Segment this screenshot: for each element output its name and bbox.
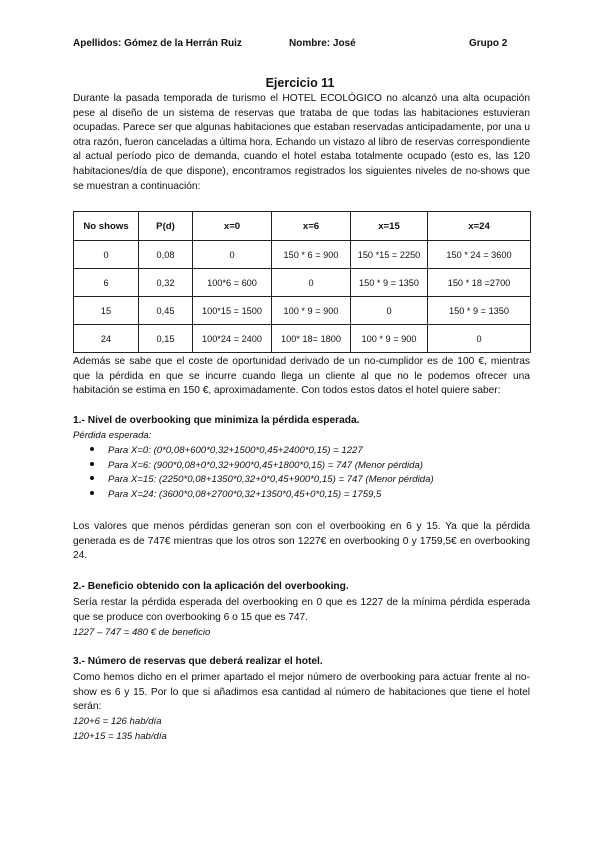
expected-loss-list	[90, 444, 434, 502]
header-nombre: Nombre: José	[289, 38, 356, 49]
table-cell: 0	[74, 241, 139, 269]
list-item: Para X=15: (2250*0,08+1350*0,32+0*0,45+900*0,15) = 747 (Menor pérdida)	[90, 473, 434, 488]
table-cell: 0,08	[139, 241, 193, 269]
table-cell: 0	[193, 241, 272, 269]
table-cell: 150 * 24 = 3600	[428, 241, 531, 269]
table-header-row	[74, 212, 531, 241]
table-header-cell: x=24	[428, 212, 531, 241]
section1-conclusion: Los valores que menos pérdidas generan son con el overbooking en 6 y 15. Ya que la pérdida generada es de 747€ mientras que los otros son 1227€ en overbooking 0 y 1759,5€ en overbooking 24.	[73, 521, 530, 562]
bullet-icon	[90, 462, 94, 466]
exercise-title: Ejercicio 11	[265, 76, 335, 90]
table-cell: 0	[428, 325, 531, 353]
cost-paragraph: Además se sabe que el coste de oportunidad derivado de un no-cumplidor es de 100 €, mientras que la pérdida en que se incurre cuando llega un cliente al que no le podemos ofrecer una habitación se estima en 150 €, aproximadamente. Con todos estos datos el hotel quiere saber:	[73, 356, 530, 397]
table-cell: 150 * 6 = 900	[272, 241, 351, 269]
table-cell: 100*24 = 2400	[193, 325, 272, 353]
no-shows-table	[73, 211, 531, 353]
table-row	[74, 241, 531, 269]
table-cell: 100* 18= 1800	[272, 325, 351, 353]
list-item: Para X=24: (3600*0,08+2700*0,32+1350*0,45+0*0,15) = 1759,5	[90, 488, 434, 503]
table-cell: 24	[74, 325, 139, 353]
header-grupo: Grupo 2	[469, 38, 508, 49]
table-cell: 100 * 9 = 900	[272, 297, 351, 325]
table-cell: 0	[272, 269, 351, 297]
bullet-icon	[90, 447, 94, 451]
section2-heading: 2.- Beneficio obtenido con la aplicación del overbooking.	[73, 581, 349, 592]
table-cell: 100*15 = 1500	[193, 297, 272, 325]
table-cell: 6	[74, 269, 139, 297]
header-apellidos: Apellidos: Gómez de la Herrán Ruiz	[73, 38, 242, 49]
table-header-cell: x=0	[193, 212, 272, 241]
table-cell: 0,32	[139, 269, 193, 297]
table-row	[74, 269, 531, 297]
table-header-cell: x=15	[351, 212, 428, 241]
section1-heading: 1.- Nivel de overbooking que minimiza la pérdida esperada.	[73, 415, 360, 426]
table-cell: 100*6 = 600	[193, 269, 272, 297]
section1-subheading: Pérdida esperada:	[73, 430, 152, 441]
table-cell: 0	[351, 297, 428, 325]
list-item: Para X=6: (900*0,08+0*0,32+900*0,45+1800*0,15) = 747 (Menor pérdida)	[90, 459, 434, 474]
table-row	[74, 297, 531, 325]
table-cell: 15	[74, 297, 139, 325]
bullet-icon	[90, 476, 94, 480]
table-row	[74, 325, 531, 353]
section3-text: Como hemos dicho en el primer apartado el mejor número de overbooking para actuar frente al no-show es 6 y 15. Por lo que si añadimos esa cantidad al número de habitaciones que tiene el hotel serán:	[73, 672, 530, 713]
table-cell: 0,15	[139, 325, 193, 353]
table-cell: 100 * 9 = 900	[351, 325, 428, 353]
table-header-cell: No shows	[74, 212, 139, 241]
list-item: Para X=0: (0*0,08+600*0,32+1500*0,45+2400*0,15) = 1227	[90, 444, 434, 459]
section3-line1: 120+6 = 126 hab/día	[73, 716, 162, 727]
table-header-cell: P(d)	[139, 212, 193, 241]
bullet-icon	[90, 491, 94, 495]
section2-formula: 1227 – 747 = 480 € de beneficio	[73, 627, 211, 638]
table-cell: 150 * 9 = 1350	[351, 269, 428, 297]
table-cell: 0,45	[139, 297, 193, 325]
section2-text: Sería restar la pérdida esperada del overbooking en 0 que es 1227 de la mínima pérdida esperada que se produce con overbooking 6 o 15 que es 747.	[73, 597, 530, 623]
table-cell: 150 * 9 = 1350	[428, 297, 531, 325]
table-cell: 150 * 18 =2700	[428, 269, 531, 297]
intro-paragraph: Durante la pasada temporada de turismo el HOTEL ECOLÓGICO no alcanzó una alta ocupación pese al diseño de un sistema de reservas que trataba de que todas las habitaciones estuvieran ocupadas. Parece ser que algunas habitaciones que estaban reservadas anticipadamente, por una u otra razón, fueron canceladas a última hora. Echando un vistazo al libro de reservas correspondiente al actual período pico de demanda, cuando el hotel estaba totalmente ocupado (esto es, las 120 habitaciones/día de que dispone), encontramos registrados los siguientes niveles de no-shows que se muestran a continuación:	[73, 93, 530, 192]
table-header-cell: x=6	[272, 212, 351, 241]
section3-line2: 120+15 = 135 hab/día	[73, 731, 167, 742]
section3-heading: 3.- Número de reservas que deberá realizar el hotel.	[73, 656, 323, 667]
table-cell: 150 *15 = 2250	[351, 241, 428, 269]
